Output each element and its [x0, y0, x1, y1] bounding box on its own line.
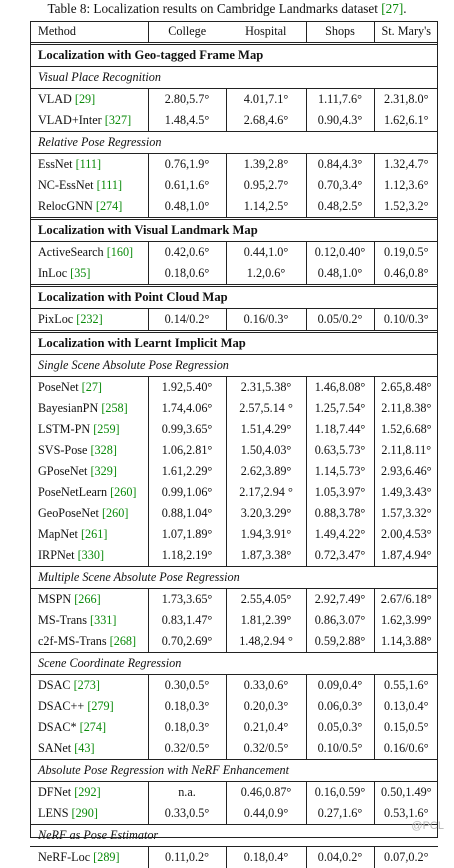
citation-link[interactable]: [261] — [81, 527, 107, 541]
value-cell: 0.10/0.5° — [306, 738, 374, 760]
value-cell: 0.16/0.3° — [226, 309, 306, 332]
value-cell: 0.18,0.6° — [148, 263, 226, 286]
table-row — [30, 89, 438, 111]
method-cell — [30, 482, 148, 503]
value-cell: 2.80,5.7° — [148, 89, 226, 111]
method-cell — [30, 545, 148, 567]
subsection-header-row — [30, 67, 438, 89]
table-row — [30, 482, 438, 503]
value-cell: 1.87,4.94° — [374, 545, 438, 567]
value-cell: 0.53,1.6° — [374, 803, 438, 825]
value-cell: 0.44,1.0° — [226, 242, 306, 264]
citation-link[interactable]: [274] — [80, 720, 106, 734]
method-name: RelocGNN — [38, 199, 93, 213]
method-name: SVS-Pose — [38, 443, 87, 457]
citation-link[interactable]: [232] — [76, 312, 102, 326]
section-header-row — [30, 219, 438, 242]
citation-link[interactable]: [292] — [74, 785, 100, 799]
citation-link[interactable]: [329] — [90, 464, 116, 478]
value-cell: 0.70,3.4° — [306, 175, 374, 196]
method-name: EssNet — [38, 157, 73, 171]
subsection-header-row — [30, 132, 438, 154]
subsection-header-row — [30, 653, 438, 675]
value-cell: 2.67/6.18° — [374, 589, 438, 611]
method-name: MSPN — [38, 592, 71, 606]
table-row — [30, 847, 438, 868]
value-cell: 0.46,0.87° — [226, 782, 306, 804]
method-cell — [30, 675, 148, 697]
method-name: DSAC* — [38, 720, 77, 734]
subsection-header-row — [30, 825, 438, 847]
value-cell: 0.48,1.0° — [306, 263, 374, 286]
citation-link[interactable]: [43] — [74, 741, 94, 755]
value-cell: 0.50,1.49° — [374, 782, 438, 804]
value-cell: 2.92,7.49° — [306, 589, 374, 611]
citation-link[interactable]: [327] — [105, 113, 131, 127]
method-cell — [30, 524, 148, 545]
table-row — [30, 242, 438, 264]
method-name: GeoPoseNet — [38, 506, 99, 520]
subsection-title: Relative Pose Regression — [30, 132, 438, 154]
method-name: MapNet — [38, 527, 78, 541]
method-name: DSAC — [38, 678, 71, 692]
table-row — [30, 782, 438, 804]
method-name: LENS — [38, 806, 68, 820]
table-row — [30, 738, 438, 760]
method-name: DSAC++ — [38, 699, 84, 713]
table-row — [30, 675, 438, 697]
method-name: GPoseNet — [38, 464, 87, 478]
value-cell: 0.16,0.59° — [306, 782, 374, 804]
value-cell: 0.19,0.5° — [374, 242, 438, 264]
citation-link[interactable]: [111] — [76, 157, 102, 171]
value-cell: 0.05/0.2° — [306, 309, 374, 332]
citation-link[interactable]: [27] — [82, 380, 102, 394]
caption-text: Table 8: Localization results on Cambridge Landmarks dataset — [47, 1, 381, 16]
method-name: SANet — [38, 741, 71, 755]
value-cell: 4.01,7.1° — [226, 89, 306, 111]
table-row — [30, 110, 438, 132]
value-cell: 0.10/0.3° — [374, 309, 438, 332]
citation-link[interactable]: [330] — [78, 548, 104, 562]
method-name: NeRF-Loc — [38, 850, 90, 864]
method-cell — [30, 631, 148, 653]
table-row — [30, 175, 438, 196]
value-cell: 0.05,0.3° — [306, 717, 374, 738]
value-cell: 1.12,3.6° — [374, 175, 438, 196]
header-college: College — [148, 21, 226, 44]
value-cell: 0.63,5.73° — [306, 440, 374, 461]
citation-link[interactable]: [273] — [74, 678, 100, 692]
method-cell — [30, 242, 148, 264]
value-cell: 2.11,8.38° — [374, 398, 438, 419]
table-row — [30, 440, 438, 461]
value-cell: 0.99,3.65° — [148, 419, 226, 440]
value-cell: 1.51,4.29° — [226, 419, 306, 440]
subsection-header-row — [30, 355, 438, 377]
value-cell: 0.72,3.47° — [306, 545, 374, 567]
method-cell — [30, 696, 148, 717]
citation-link[interactable]: [260] — [110, 485, 136, 499]
header-shops: Shops — [306, 21, 374, 44]
method-name: IRPNet — [38, 548, 75, 562]
value-cell: 0.76,1.9° — [148, 154, 226, 176]
value-cell: 0.55,1.6° — [374, 675, 438, 697]
table-row — [30, 524, 438, 545]
method-cell — [30, 263, 148, 286]
value-cell: 1.62,6.1° — [374, 110, 438, 132]
value-cell: 0.61,1.6° — [148, 175, 226, 196]
value-cell: 0.16/0.6° — [374, 738, 438, 760]
method-cell — [30, 196, 148, 219]
method-cell — [30, 89, 148, 111]
subsection-title: Absolute Pose Regression with NeRF Enhancement — [30, 760, 438, 782]
value-cell: 0.14/0.2° — [148, 309, 226, 332]
citation-link[interactable]: [290] — [72, 806, 98, 820]
section-header-row — [30, 44, 438, 67]
citation-link[interactable]: [259] — [93, 422, 119, 436]
value-cell: 1.81,2.39° — [226, 610, 306, 631]
citation-link[interactable]: [258] — [101, 401, 127, 415]
value-cell: 0.59,2.88° — [306, 631, 374, 653]
subsection-header-row — [30, 567, 438, 589]
value-cell: 0.21,0.4° — [226, 717, 306, 738]
value-cell: 0.95,2.7° — [226, 175, 306, 196]
citation-link[interactable]: [29] — [75, 92, 95, 106]
table-body — [30, 44, 438, 868]
table-row — [30, 589, 438, 611]
method-cell — [30, 110, 148, 132]
header-method: Method — [30, 21, 148, 44]
value-cell: 0.30,0.5° — [148, 675, 226, 697]
method-cell — [30, 782, 148, 804]
value-cell: 0.70,2.69° — [148, 631, 226, 653]
value-cell: 1.48,4.5° — [148, 110, 226, 132]
method-name: NC-EssNet — [38, 178, 94, 192]
citation-link[interactable]: [35] — [70, 266, 90, 280]
method-name: LSTM-PN — [38, 422, 90, 436]
method-cell — [30, 398, 148, 419]
value-cell: 3.20,3.29° — [226, 503, 306, 524]
citation-link[interactable]: [111] — [97, 178, 123, 192]
value-cell: 0.13,0.4° — [374, 696, 438, 717]
value-cell: 1.07,1.89° — [148, 524, 226, 545]
value-cell: 2.65,8.48° — [374, 377, 438, 399]
method-name: MS-Trans — [38, 613, 87, 627]
table-row — [30, 610, 438, 631]
value-cell: 0.42,0.6° — [148, 242, 226, 264]
method-cell — [30, 610, 148, 631]
table-row — [30, 631, 438, 653]
value-cell: 1.94,3.91° — [226, 524, 306, 545]
method-name: PixLoc — [38, 312, 73, 326]
value-cell: 0.04,0.2° — [306, 847, 374, 868]
value-cell: 0.33,0.5° — [148, 803, 226, 825]
table-row — [30, 377, 438, 399]
citation-link[interactable]: [289] — [93, 850, 119, 864]
value-cell: 1.48,2.94 ° — [226, 631, 306, 653]
subsection-title: Scene Coordinate Regression — [30, 653, 438, 675]
value-cell: 2.00,4.53° — [374, 524, 438, 545]
value-cell: 0.18,0.4° — [226, 847, 306, 868]
method-name: DFNet — [38, 785, 71, 799]
value-cell: 0.32/0.5° — [226, 738, 306, 760]
method-name: VLAD+Inter — [38, 113, 102, 127]
method-cell — [30, 309, 148, 332]
table-row — [30, 309, 438, 332]
value-cell: 1.14,2.5° — [226, 196, 306, 219]
method-cell — [30, 175, 148, 196]
watermark: @PCL — [411, 820, 444, 832]
value-cell: 0.18,0.3° — [148, 696, 226, 717]
value-cell: 0.27,1.6° — [306, 803, 374, 825]
method-cell — [30, 461, 148, 482]
value-cell: 0.99,1.06° — [148, 482, 226, 503]
value-cell: n.a. — [148, 782, 226, 804]
method-name: VLAD — [38, 92, 72, 106]
value-cell: 1.73,3.65° — [148, 589, 226, 611]
value-cell: 0.48,1.0° — [148, 196, 226, 219]
value-cell: 0.88,3.78° — [306, 503, 374, 524]
value-cell: 1.25,7.54° — [306, 398, 374, 419]
value-cell: 2.31,5.38° — [226, 377, 306, 399]
method-cell — [30, 717, 148, 738]
value-cell: 1.11,7.6° — [306, 89, 374, 111]
value-cell: 1.61,2.29° — [148, 461, 226, 482]
value-cell: 1.32,4.7° — [374, 154, 438, 176]
value-cell: 0.84,4.3° — [306, 154, 374, 176]
value-cell: 1.74,4.06° — [148, 398, 226, 419]
value-cell: 1.57,3.32° — [374, 503, 438, 524]
citation-link[interactable]: [279] — [87, 699, 113, 713]
table-row — [30, 154, 438, 176]
value-cell: 1.49,4.22° — [306, 524, 374, 545]
table-row — [30, 545, 438, 567]
value-cell: 2.57,5.14 ° — [226, 398, 306, 419]
value-cell: 0.33,0.6° — [226, 675, 306, 697]
value-cell: 1.62,3.99° — [374, 610, 438, 631]
method-name: PoseNetLearn — [38, 485, 107, 499]
value-cell: 1.14,5.73° — [306, 461, 374, 482]
value-cell: 0.48,2.5° — [306, 196, 374, 219]
value-cell: 2.31,8.0° — [374, 89, 438, 111]
method-cell — [30, 440, 148, 461]
table-row — [30, 196, 438, 219]
value-cell: 0.11,0.2° — [148, 847, 226, 868]
value-cell: 1.52,3.2° — [374, 196, 438, 219]
table-row — [30, 419, 438, 440]
value-cell: 0.90,4.3° — [306, 110, 374, 132]
section-header-row — [30, 332, 438, 355]
value-cell: 1.49,3.43° — [374, 482, 438, 503]
table-row — [30, 803, 438, 825]
value-cell: 1.18,2.19° — [148, 545, 226, 567]
method-cell — [30, 377, 148, 399]
citation-link[interactable]: [331] — [90, 613, 116, 627]
value-cell: 1.46,8.08° — [306, 377, 374, 399]
value-cell: 1.52,6.68° — [374, 419, 438, 440]
value-cell: 0.88,1.04° — [148, 503, 226, 524]
value-cell: 2.62,3.89° — [226, 461, 306, 482]
value-cell: 1.2,0.6° — [226, 263, 306, 286]
value-cell: 1.05,3.97° — [306, 482, 374, 503]
method-cell — [30, 803, 148, 825]
method-name: PoseNet — [38, 380, 79, 394]
value-cell: 2.11,8.11° — [374, 440, 438, 461]
section-title: Localization with Geo-tagged Frame Map — [30, 44, 438, 67]
method-cell — [30, 503, 148, 524]
value-cell: 0.46,0.8° — [374, 263, 438, 286]
value-cell: 1.50,4.03° — [226, 440, 306, 461]
value-cell: 0.83,1.47° — [148, 610, 226, 631]
subsection-title: Visual Place Recognition — [30, 67, 438, 89]
value-cell: 1.14,3.88° — [374, 631, 438, 653]
method-cell — [30, 419, 148, 440]
subsection-title: Single Scene Absolute Pose Regression — [30, 355, 438, 377]
citation-link[interactable]: [268] — [110, 634, 136, 648]
value-cell: 0.32/0.5° — [148, 738, 226, 760]
table-row — [30, 503, 438, 524]
value-cell: 0.86,3.07° — [306, 610, 374, 631]
method-name: BayesianPN — [38, 401, 98, 415]
citation-link[interactable]: [260] — [102, 506, 128, 520]
value-cell: 1.18,7.44° — [306, 419, 374, 440]
table-row — [30, 696, 438, 717]
section-header-row — [30, 286, 438, 309]
method-name: InLoc — [38, 266, 67, 280]
subsection-title: NeRF as Pose Estimator — [30, 825, 438, 847]
method-cell — [30, 738, 148, 760]
method-cell — [30, 847, 148, 868]
header-stmarys: St. Mary's — [374, 21, 438, 44]
value-cell: 2.68,4.6° — [226, 110, 306, 132]
results-table — [30, 21, 438, 868]
method-cell — [30, 154, 148, 176]
method-cell — [30, 589, 148, 611]
value-cell: 0.12,0.40° — [306, 242, 374, 264]
citation-link[interactable]: [328] — [91, 443, 117, 457]
value-cell: 1.39,2.8° — [226, 154, 306, 176]
table-row — [30, 717, 438, 738]
subsection-header-row — [30, 760, 438, 782]
value-cell: 1.06,2.81° — [148, 440, 226, 461]
subsection-title: Multiple Scene Absolute Pose Regression — [30, 567, 438, 589]
caption-ref[interactable]: [27] — [381, 1, 403, 16]
value-cell: 1.92,5.40° — [148, 377, 226, 399]
table-caption — [0, 0, 454, 18]
value-cell: 2.55,4.05° — [226, 589, 306, 611]
caption-period: . — [403, 1, 406, 16]
value-cell: 0.20,0.3° — [226, 696, 306, 717]
value-cell: 0.15,0.5° — [374, 717, 438, 738]
table-row — [30, 398, 438, 419]
value-cell: 0.18,0.3° — [148, 717, 226, 738]
section-title: Localization with Point Cloud Map — [30, 286, 438, 309]
value-cell: 2.17,2.94 ° — [226, 482, 306, 503]
value-cell: 0.07,0.2° — [374, 847, 438, 868]
header-hospital: Hospital — [226, 21, 306, 44]
value-cell: 1.87,3.38° — [226, 545, 306, 567]
value-cell: 2.93,6.46° — [374, 461, 438, 482]
citation-link[interactable]: [274] — [96, 199, 122, 213]
citation-link[interactable]: [160] — [107, 245, 133, 259]
method-name: c2f-MS-Trans — [38, 634, 107, 648]
table-row — [30, 461, 438, 482]
value-cell: 0.44,0.9° — [226, 803, 306, 825]
section-title: Localization with Visual Landmark Map — [30, 219, 438, 242]
table-row — [30, 263, 438, 286]
value-cell: 0.06,0.3° — [306, 696, 374, 717]
header-row — [30, 21, 438, 44]
citation-link[interactable]: [266] — [74, 592, 100, 606]
section-title: Localization with Learnt Implicit Map — [30, 332, 438, 355]
value-cell: 0.09,0.4° — [306, 675, 374, 697]
method-name: ActiveSearch — [38, 245, 104, 259]
